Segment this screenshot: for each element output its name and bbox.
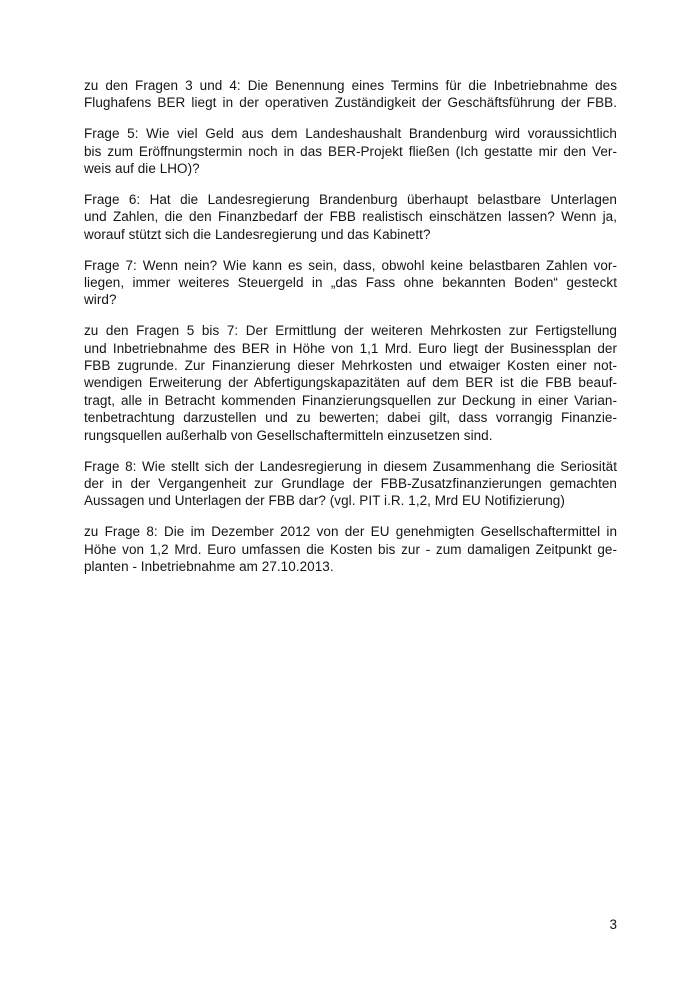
text-line: der in der Vergangenheit zur Grundlage der FBB-Zusatzfinanzierungen gemachten bbox=[84, 475, 617, 491]
text-line: Höhe von 1,2 Mrd. Euro umfassen die Kosten bis zur - zum damaligen Zeitpunkt ge- bbox=[84, 541, 617, 557]
text-line: weis auf die LHO)? bbox=[84, 161, 200, 177]
text-line: Frage 7: Wenn nein? Wie kann es sein, dass, obwohl keine belastbaren Zahlen vor- bbox=[84, 257, 617, 273]
text-line: zu den Fragen 3 und 4: Die Benennung eines Termins für die Inbetriebnahme des bbox=[84, 78, 617, 93]
text-line: Flughafens BER liegt in der operativen Zuständigkeit der Geschäftsführung der FBB. bbox=[84, 95, 617, 111]
paragraph bbox=[84, 125, 617, 177]
text-line: Frage 8: Wie stellt sich der Landesregierung in diesem Zusammenhang die Seriosität bbox=[84, 458, 617, 474]
text-line: FBB zugrunde. Zur Finanzierung dieser Mehrkosten und etwaiger Kosten einer not- bbox=[84, 358, 617, 374]
text-line: bis zum Eröffnungstermin noch in das BER-Projekt fließen (Ich gestatte mir den Ver- bbox=[84, 143, 617, 159]
paragraph bbox=[84, 77, 617, 112]
text-line: und Zahlen, die den Finanzbedarf der FBB realistisch einschätzen lassen? Wenn ja, bbox=[84, 209, 617, 225]
paragraph bbox=[84, 322, 617, 444]
text-line: Frage 5: Wie viel Geld aus dem Landeshaushalt Brandenburg wird voraussichtlich bbox=[84, 126, 617, 142]
text-line: liegen, immer weiteres Steuergeld in „das Fass ohne bekannten Boden“ gesteckt bbox=[84, 275, 617, 291]
paragraph bbox=[84, 523, 617, 575]
text-line: Aussagen und Unterlagen der FBB dar? (vgl. PIT i.R. 1,2, Mrd EU Notifizierung) bbox=[84, 493, 565, 509]
text-line: worauf stützt sich die Landesregierung und das Kabinett? bbox=[84, 226, 431, 242]
text-line: wird? bbox=[84, 292, 117, 308]
paragraph bbox=[84, 191, 617, 243]
text-line: tragt, alle in Betracht kommenden Finanzierungsquellen zur Deckung in einer Varian- bbox=[84, 392, 617, 408]
text-line: zu den Fragen 5 bis 7: Der Ermittlung der weiteren Mehrkosten zur Fertigstellung bbox=[84, 323, 617, 339]
text-line: tenbetrachtung darzustellen und zu bewerten; dabei gilt, dass vorrangig Finanzie- bbox=[84, 410, 617, 426]
text-line: wendigen Erweiterung der Abfertigungskapazitäten auf dem BER ist die FBB beauf- bbox=[84, 375, 617, 391]
page-number: 3 bbox=[609, 917, 617, 932]
text-line: Frage 6: Hat die Landesregierung Brandenburg überhaupt belastbare Unterlagen bbox=[84, 191, 617, 207]
text-line: zu Frage 8: Die im Dezember 2012 von der EU genehmigten Gesellschaftermittel in bbox=[84, 524, 617, 540]
text-line: rungsquellen außerhalb von Gesellschaftermitteln einzusetzen sind. bbox=[84, 427, 493, 443]
text-line: planten - Inbetriebnahme am 27.10.2013. bbox=[84, 558, 334, 574]
paragraph bbox=[84, 458, 617, 510]
text-line: und Inbetriebnahme des BER in Höhe von 1,1 Mrd. Euro liegt der Businessplan der bbox=[84, 340, 617, 356]
paragraph bbox=[84, 257, 617, 309]
document-body bbox=[84, 77, 617, 575]
